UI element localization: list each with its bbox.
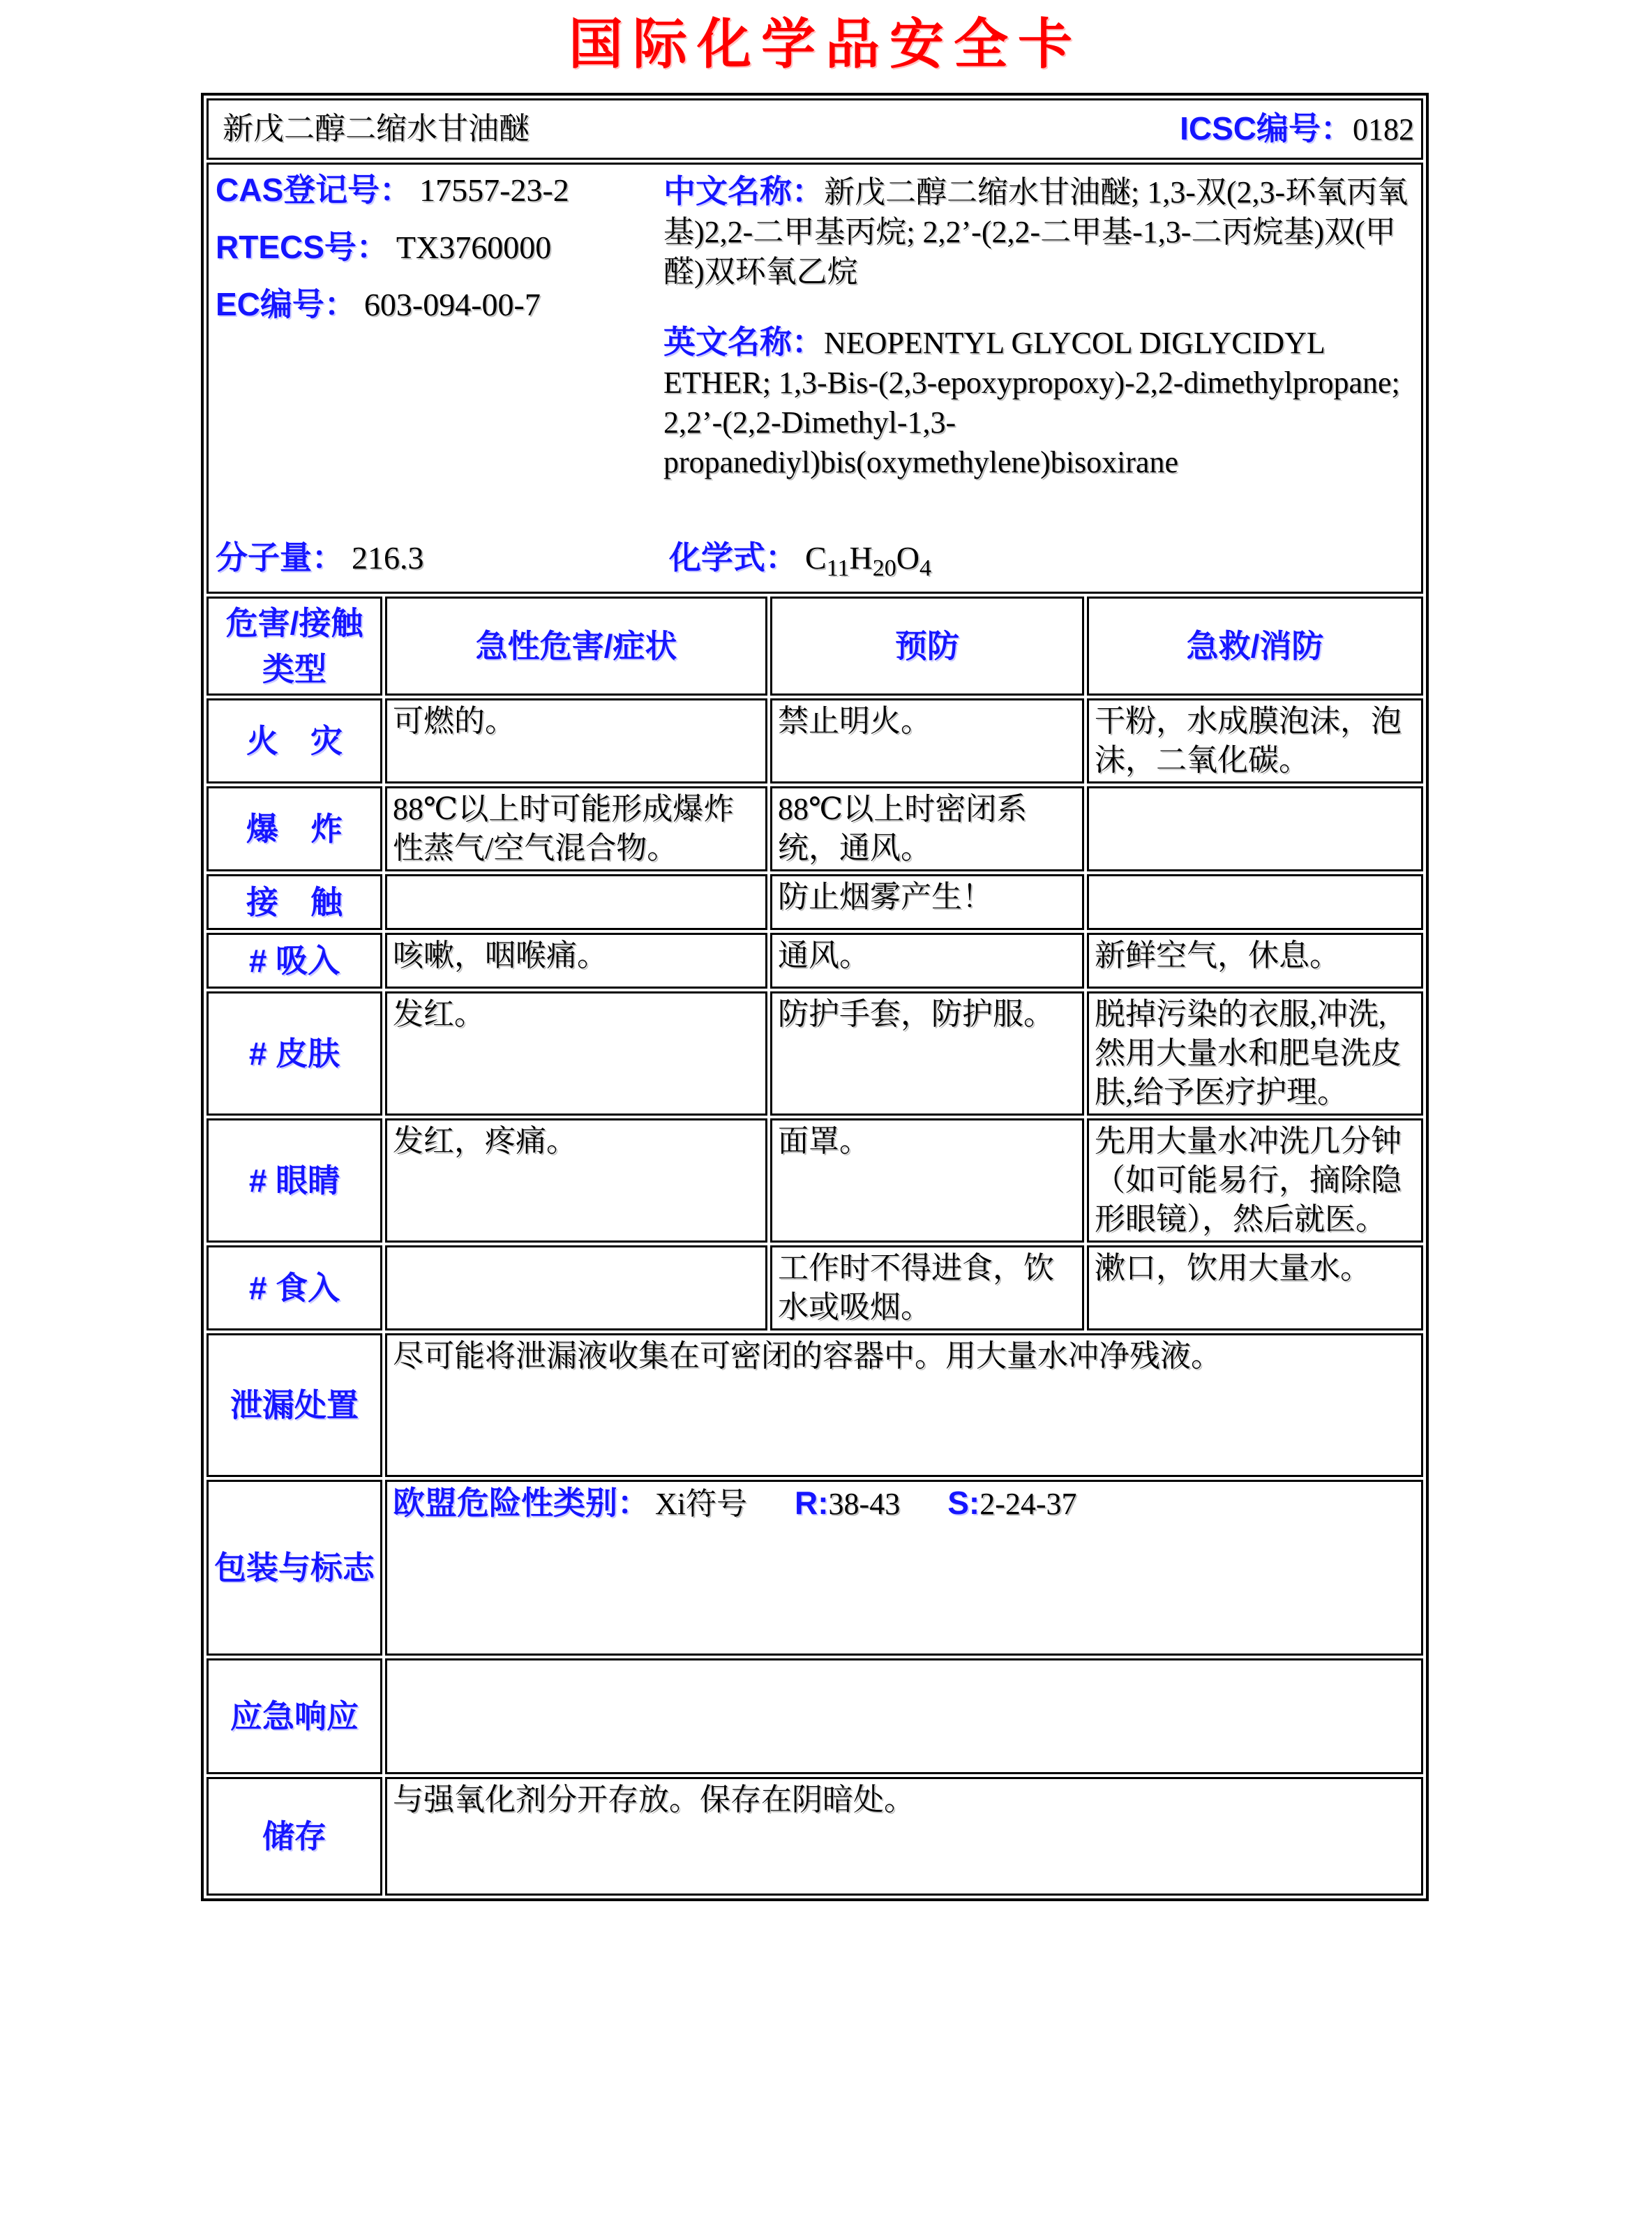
hazard-row-eyes [206, 1118, 1423, 1243]
en-name-value: NEOPENTYL GLYCOL DIGLYCIDYL ETHER; 1,3-Bis-(2,3-epoxypropoxy)-2,2-dimethylpropane; 2,2’-(2,2-Dimethyl-1,3-propanediyl)bis(oxymethylene)bisoxirane [663, 326, 1400, 480]
row-label-eyes: # 眼睛 [206, 1118, 382, 1243]
rtecs-label: RTECS号： [216, 229, 389, 266]
hazard-row-ingestion [206, 1245, 1423, 1330]
inhalation-symptoms: 咳嗽，咽喉痛。 [385, 933, 767, 989]
row-label-explosion: 爆 炸 [206, 786, 382, 871]
eu-hazard-class-line [393, 1483, 1416, 1524]
molecular-weight [216, 538, 669, 578]
icsc-label: ICSC编号： [1180, 110, 1353, 147]
ec-value: 603-094-00-7 [363, 287, 541, 323]
r-phrases: R:38-43 [795, 1485, 901, 1522]
icsc-page [201, 0, 1450, 1901]
en-name-label: 英文名称： [663, 324, 824, 361]
row-label-skin: # 皮肤 [206, 991, 382, 1116]
explosion-prevention: 88℃以上时密闭系统，通风。 [770, 786, 1084, 871]
eyes-symptoms: 发红，疼痛。 [385, 1118, 767, 1243]
contact-prevention: 防止烟雾产生！ [770, 874, 1084, 930]
chinese-name-paragraph [663, 172, 1414, 292]
row-label-ingestion: # 食入 [206, 1245, 382, 1330]
hazard-row-contact [206, 874, 1423, 930]
fire-firstaid: 干粉，水成膜泡沫，泡沫，二氧化碳。 [1087, 698, 1423, 783]
hazard-header-row [206, 597, 1423, 696]
cas-value: 17557-23-2 [419, 172, 569, 209]
identity-cell [206, 163, 1423, 594]
row-label-fire: 火 灾 [206, 698, 382, 783]
ec-number-line [216, 286, 663, 324]
ingestion-prevention: 工作时不得进食，饮水或吸烟。 [770, 1245, 1084, 1330]
storage-content: 与强氧化剂分开存放。保存在阴暗处。 [385, 1777, 1423, 1896]
spill-content: 尽可能将泄漏液收集在可密闭的容器中。用大量水冲净残液。 [385, 1333, 1423, 1477]
mw-label: 分子量： [216, 539, 344, 576]
section-label-spill: 泄漏处置 [206, 1333, 382, 1477]
skin-prevention: 防护手套，防护服。 [770, 991, 1084, 1116]
section-row-packaging [206, 1480, 1423, 1656]
emergency-content [385, 1658, 1423, 1774]
rtecs-value: TX3760000 [396, 230, 552, 266]
inhalation-firstaid: 新鲜空气，休息。 [1087, 933, 1423, 989]
inhalation-prevention: 通风。 [770, 933, 1084, 989]
eu-symbol: Xi符号 [655, 1487, 747, 1522]
header-firstaid: 急救/消防 [1087, 597, 1423, 696]
icsc-number-group [1180, 109, 1416, 149]
eyes-firstaid: 先用大量水冲洗几分钟（如可能易行，摘除隐形眼镜），然后就医。 [1087, 1118, 1423, 1243]
page-title: 国际化学品安全卡 [568, 13, 1082, 75]
title-row-cell [206, 98, 1423, 160]
fire-prevention: 禁止明火。 [770, 698, 1084, 783]
hazard-row-explosion [206, 786, 1423, 871]
formula-value: $C_{11}H_{20}O_4$ [805, 540, 931, 582]
cas-label: CAS登记号： [216, 172, 412, 209]
section-label-packaging: 包装与标志 [206, 1480, 382, 1656]
packaging-content [385, 1480, 1423, 1656]
header-symptoms: 急性危害/症状 [385, 597, 767, 696]
header-prevention: 预防 [770, 597, 1084, 696]
s-phrases: S:2-24-37 [947, 1485, 1077, 1522]
section-row-emergency [206, 1658, 1423, 1774]
contact-symptoms [385, 874, 767, 930]
chemical-formula [669, 538, 931, 582]
explosion-firstaid [1087, 786, 1423, 871]
explosion-symptoms: 88℃以上时可能形成爆炸性蒸气/空气混合物。 [385, 786, 767, 871]
skin-symptoms: 发红。 [385, 991, 767, 1116]
fire-symptoms: 可燃的。 [385, 698, 767, 783]
section-row-storage [206, 1777, 1423, 1896]
cn-name-value: 新戊二醇二缩水甘油醚; 1,3-双(2,3-环氧丙氧基)2,2-二甲基丙烷; 2,2’-(2,2-二甲基-1,3-二丙烷基)双(甲醛)双环氧乙烷 [663, 175, 1409, 290]
hazard-row-inhalation [206, 933, 1423, 989]
row-label-inhalation: # 吸入 [206, 933, 382, 989]
formula-label: 化学式： [669, 539, 797, 576]
hazard-row-fire [206, 698, 1423, 783]
row-label-contact: 接 触 [206, 874, 382, 930]
skin-firstaid: 脱掉污染的衣服,冲洗,然用大量水和肥皂洗皮肤,给予医疗护理。 [1087, 991, 1423, 1116]
icsc-number: 0182 [1353, 112, 1415, 147]
mw-value: 216.3 [352, 540, 424, 576]
contact-firstaid [1087, 874, 1423, 930]
english-name-paragraph [663, 322, 1414, 482]
cn-name-label: 中文名称： [663, 173, 824, 210]
molecular-info-line [216, 538, 1414, 582]
ec-label: EC编号： [216, 286, 356, 323]
hazard-row-skin [206, 991, 1423, 1116]
identity-row [206, 163, 1423, 594]
title-row [206, 98, 1423, 160]
section-row-spill [206, 1333, 1423, 1477]
icsc-table [201, 93, 1429, 1901]
eyes-prevention: 面罩。 [770, 1118, 1084, 1243]
chemical-name: 新戊二醇二缩水甘油醚 [223, 112, 530, 147]
registry-ids [216, 172, 663, 513]
eu-class-label: 欧盟危险性类别： [393, 1485, 649, 1522]
section-label-emergency: 应急响应 [206, 1658, 382, 1774]
rtecs-number-line [216, 229, 663, 267]
ingestion-firstaid: 漱口，饮用大量水。 [1087, 1245, 1423, 1330]
cas-number-line [216, 172, 663, 209]
header-hazard-type: 危害/接触类型 [206, 597, 382, 696]
chemical-names [663, 172, 1414, 513]
ingestion-symptoms [385, 1245, 767, 1330]
section-label-storage: 储存 [206, 1777, 382, 1896]
